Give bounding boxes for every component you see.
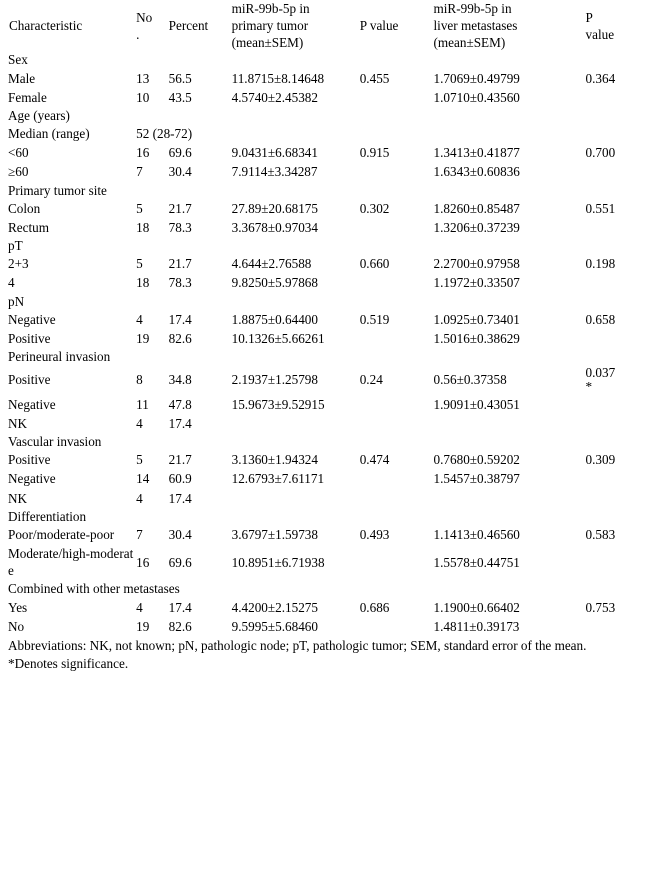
row-count: 4 [136, 599, 143, 615]
row-mir-liver-metastases: 1.5016±0.38629 [433, 330, 520, 346]
row-percent: 82.6 [168, 618, 192, 634]
row-p-value-primary [360, 617, 434, 636]
row-count: 18 [136, 219, 150, 235]
table-row [8, 143, 642, 162]
row-p-value-primary [360, 544, 434, 580]
row-p-value-liver: 0.700 [585, 145, 616, 161]
group-heading-label: Vascular invasion [8, 434, 102, 450]
row-label: NK [8, 490, 28, 506]
row-mir-primary-tumor: 9.0431±6.68341 [231, 145, 318, 161]
row-mir-primary-tumor: 7.9114±3.34287 [231, 164, 318, 180]
table-row [8, 310, 642, 329]
row-mir-liver-metastases [434, 124, 586, 143]
footnote-abbreviations: Abbreviations: NK, not known; pN, pathologic node; pT, pathologic tumor; SEM, standard error of the mean. [8, 637, 587, 653]
group-heading-row [8, 580, 642, 597]
row-count: 5 [136, 200, 143, 216]
row-label: Rectum [8, 219, 50, 235]
row-label: No [8, 618, 25, 634]
row-count: 4 [136, 490, 143, 506]
row-label: NK [8, 416, 28, 431]
row-label: Yes [8, 599, 28, 615]
median-range-value: 52 (28-72) [136, 126, 193, 142]
row-mir-primary-tumor: 12.6793±7.61171 [231, 471, 325, 487]
table-row [8, 273, 642, 292]
table-row [8, 218, 642, 237]
row-label: Female [8, 89, 47, 105]
group-heading-row [8, 237, 642, 254]
table-row [8, 124, 642, 143]
row-mir-primary-tumor: 9.8250±5.97868 [231, 275, 318, 291]
row-mir-primary-tumor [232, 124, 360, 143]
row-mir-primary-tumor: 4.4200±2.15275 [231, 599, 318, 615]
row-percent: 30.4 [168, 164, 192, 180]
row-mir-primary-tumor: 2.1937±1.25798 [231, 372, 318, 388]
row-p-value-liver [586, 365, 643, 395]
row-p-value-liver: 0.364 [585, 70, 616, 86]
row-mir-liver-metastases [434, 414, 586, 433]
row-count: 11 [136, 396, 149, 412]
row-p-value-primary [360, 414, 434, 433]
column-header-no-line1: No [136, 9, 153, 25]
group-heading-label: Perineural invasion [8, 348, 111, 364]
table-row [8, 365, 642, 395]
row-mir-liver-metastases [434, 489, 586, 508]
column-header-mir-liver [434, 0, 586, 51]
row-p-value-primary: 0.660 [359, 256, 390, 272]
column-header-mir-primary-line1: miR-99b-5p in [231, 1, 310, 16]
row-label: Positive [8, 372, 51, 388]
row-p-value-primary: 0.519 [359, 311, 390, 327]
row-count: 4 [136, 311, 143, 327]
group-heading-label: Primary tumor site [8, 182, 107, 198]
significance-asterisk: * [585, 378, 593, 394]
row-p-value-primary [360, 273, 434, 292]
row-mir-primary-tumor: 3.1360±1.94324 [231, 452, 318, 468]
row-p-value-primary: 0.686 [359, 599, 390, 615]
row-p-value-liver: 0.658 [585, 311, 616, 327]
row-mir-liver-metastases: 1.5457±0.38797 [433, 471, 520, 487]
row-p-value-primary [360, 469, 434, 488]
group-heading-label: pT [8, 238, 23, 254]
row-p-value-primary [360, 329, 434, 348]
row-percent: 17.4 [168, 599, 192, 615]
row-p-value-liver [586, 489, 643, 508]
row-label: Negative [8, 471, 56, 487]
group-heading-label: Age (years) [8, 107, 70, 123]
row-p-value-primary: 0.915 [359, 145, 390, 161]
row-percent: 34.8 [168, 372, 192, 388]
row-count: 14 [136, 471, 150, 487]
column-header-mir-liver-line3: (mean±SEM) [433, 35, 506, 51]
row-p-value-liver [586, 414, 643, 433]
row-p-value-primary [360, 162, 434, 181]
row-p-value-primary: 0.493 [359, 526, 390, 542]
row-mir-primary-tumor: 4.5740±2.45382 [231, 89, 318, 105]
group-heading-label: Combined with other metastases [8, 581, 180, 597]
row-count: 16 [136, 145, 150, 161]
row-p-value-liver [586, 329, 643, 348]
row-percent: 82.6 [168, 330, 192, 346]
row-mir-liver-metastases: 1.5578±0.44751 [433, 554, 520, 570]
row-mir-liver-metastases: 1.6343±0.60836 [433, 164, 520, 180]
row-mir-primary-tumor: 9.5995±5.68460 [231, 618, 318, 634]
group-heading-row [8, 182, 642, 199]
row-label: Negative [8, 311, 56, 327]
group-heading-row [8, 107, 642, 124]
column-header-mir-primary [232, 0, 360, 51]
column-header-no [136, 0, 169, 51]
row-percent: 47.8 [168, 396, 192, 412]
row-p-value-liver [586, 273, 643, 292]
row-p-value-liver [586, 617, 643, 636]
row-percent: 17.4 [168, 490, 192, 506]
table-row [8, 598, 642, 617]
row-mir-liver-metastases: 0.7680±0.59202 [433, 452, 520, 468]
table-row [8, 489, 642, 508]
row-mir-liver-metastases: 1.9091±0.43051 [433, 396, 520, 412]
column-header-percent: Percent [168, 18, 209, 34]
table-row [8, 254, 642, 273]
p-value-number: 0.037 [585, 365, 616, 381]
clinical-characteristics-table [8, 0, 642, 636]
row-count: 19 [136, 330, 150, 346]
row-label: Positive [8, 330, 51, 346]
row-percent: 78.3 [168, 219, 192, 235]
row-label: Colon [8, 200, 41, 216]
table-row [8, 617, 642, 636]
row-mir-liver-metastases: 1.8260±0.85487 [433, 200, 520, 216]
row-label: Poor/moderate-poor [8, 526, 115, 542]
row-mir-primary-tumor: 11.8715±8.14648 [231, 70, 325, 86]
column-header-characteristic: Characteristic [9, 18, 83, 34]
row-mir-liver-metastases: 1.0925±0.73401 [433, 311, 520, 327]
table-body [8, 51, 642, 635]
row-p-value-liver: 0.309 [585, 452, 616, 468]
row-label: 4 [8, 275, 15, 291]
row-mir-primary-tumor: 3.3678±0.97034 [231, 219, 318, 235]
row-p-value-primary: 0.455 [359, 70, 390, 86]
column-header-mir-primary-line3: (mean±SEM) [231, 35, 304, 51]
column-header-p-value-2 [586, 0, 643, 51]
table-row [8, 414, 642, 433]
group-heading-label: pN [8, 293, 25, 309]
group-heading-label: Differentiation [8, 508, 87, 524]
row-p-value-liver [586, 469, 643, 488]
row-percent: 17.4 [168, 416, 192, 431]
row-p-value-liver: 0.551 [585, 200, 616, 216]
table-row [8, 395, 642, 414]
row-p-value-liver: 0.583 [585, 526, 616, 542]
group-heading-row [8, 293, 642, 310]
row-count: 5 [136, 256, 143, 272]
row-p-value-liver [586, 544, 643, 580]
row-mir-liver-metastases: 1.1413±0.46560 [433, 526, 520, 542]
row-p-value-liver [586, 124, 643, 143]
row-percent: 21.7 [168, 452, 192, 468]
row-count: 5 [136, 452, 143, 468]
header-row [8, 0, 642, 51]
row-p-value-primary [360, 88, 434, 107]
row-label: Male [8, 70, 36, 86]
column-header-p-value-1: P value [359, 18, 399, 34]
row-count: 8 [136, 372, 143, 388]
row-mir-primary-tumor: 10.1326±5.66261 [231, 330, 325, 346]
row-label: <60 [8, 145, 29, 161]
row-percent: 43.5 [168, 89, 192, 105]
table-row [8, 544, 642, 580]
row-mir-liver-metastases: 1.4811±0.39173 [433, 618, 520, 634]
row-p-value-primary: 0.302 [359, 200, 390, 216]
row-label: ≥60 [8, 164, 29, 180]
row-p-value-primary: 0.474 [359, 452, 390, 468]
row-label: Median (range) [8, 126, 90, 142]
row-mir-primary-tumor: 3.6797±1.59738 [231, 526, 318, 542]
row-percent: 21.7 [168, 200, 192, 216]
row-count: 7 [136, 526, 143, 542]
row-mir-primary-tumor: 15.9673±9.52915 [231, 396, 325, 412]
row-percent: 69.6 [168, 145, 192, 161]
group-heading-row [8, 348, 642, 365]
row-mir-primary-tumor [232, 489, 360, 508]
column-header-p-value-2-line1: P [585, 9, 593, 25]
group-heading-label: Sex [8, 52, 28, 68]
row-p-value-liver [586, 218, 643, 237]
row-mir-liver-metastases: 2.2700±0.97958 [433, 256, 520, 272]
row-percent: 69.6 [168, 554, 192, 570]
row-count: 13 [136, 70, 150, 86]
row-p-value-liver [586, 162, 643, 181]
row-label: Moderate/high-moderate [8, 546, 134, 579]
row-mir-liver-metastases: 1.7069±0.49799 [433, 70, 520, 86]
table-row [8, 162, 642, 181]
column-header-no-line2: . [136, 26, 140, 42]
row-label: Positive [8, 452, 51, 468]
table-row [8, 88, 642, 107]
row-percent: 21.7 [168, 256, 192, 272]
row-mir-liver-metastases: 0.56±0.37358 [433, 372, 507, 388]
row-count: 19 [136, 618, 150, 634]
footnote-significance: *Denotes significance. [8, 655, 129, 671]
table-row [8, 525, 642, 544]
row-p-value-primary [360, 489, 434, 508]
row-percent: 78.3 [168, 275, 192, 291]
row-count: 18 [136, 275, 150, 291]
row-count: 4 [136, 416, 143, 431]
table-row [8, 199, 642, 218]
row-p-value-liver: 0.198 [585, 256, 616, 272]
column-header-mir-primary-line2: primary tumor [231, 18, 309, 34]
column-header-mir-liver-line1: miR-99b-5p in [433, 1, 512, 16]
row-mir-liver-metastases: 1.1972±0.33507 [433, 275, 520, 291]
row-mir-primary-tumor [232, 414, 360, 433]
row-percent: 60.9 [168, 471, 192, 487]
row-mir-liver-metastases: 1.3413±0.41877 [433, 145, 520, 161]
row-p-value-primary [360, 124, 434, 143]
table-row [8, 450, 642, 469]
row-count: 7 [136, 164, 143, 180]
row-count: 16 [136, 554, 150, 570]
group-heading-row [8, 433, 642, 450]
row-p-value-liver [586, 395, 643, 414]
column-header-p-value-2-line2: value [585, 26, 615, 42]
group-heading-row [8, 508, 642, 525]
row-mir-liver-metastases: 1.3206±0.37239 [433, 219, 520, 235]
group-heading-row [8, 51, 642, 68]
row-mir-primary-tumor: 1.8875±0.64400 [231, 311, 318, 327]
table-row [8, 69, 642, 88]
row-p-value-primary [360, 395, 434, 414]
row-mir-liver-metastases: 1.1900±0.66402 [433, 599, 520, 615]
row-p-value-primary: 0.24 [359, 372, 383, 388]
row-count: 10 [136, 89, 150, 105]
row-mir-primary-tumor: 4.644±2.76588 [231, 256, 312, 272]
row-label: Negative [8, 396, 56, 412]
row-label: 2+3 [8, 256, 29, 272]
row-mir-primary-tumor: 10.8951±6.71938 [231, 554, 325, 570]
table-header [8, 0, 642, 51]
table-footnotes [8, 636, 642, 673]
row-p-value-primary [360, 218, 434, 237]
row-percent: 17.4 [168, 311, 192, 327]
row-mir-liver-metastases: 1.0710±0.43560 [433, 89, 520, 105]
row-percent: 30.4 [168, 526, 192, 542]
row-p-value-liver [586, 88, 643, 107]
column-header-mir-liver-line2: liver metastases [433, 18, 518, 34]
row-mir-primary-tumor: 27.89±20.68175 [231, 200, 318, 216]
table-row [8, 329, 642, 348]
row-percent: 56.5 [168, 70, 192, 86]
row-p-value-liver: 0.753 [585, 599, 616, 615]
table-row [8, 469, 642, 488]
